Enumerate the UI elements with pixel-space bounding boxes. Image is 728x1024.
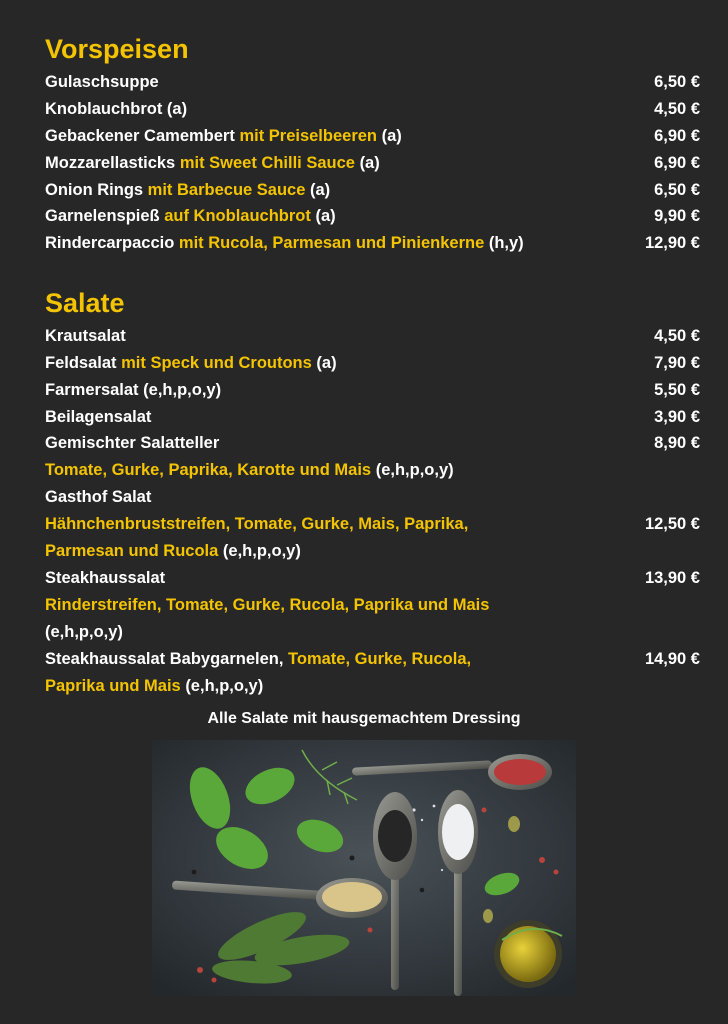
- dressing-note: Alle Salate mit hausgemachtem Dressing: [207, 710, 521, 727]
- menu-item-description: Hähnchenbruststreifen, Tomate, Gurke, Mais, Paprika, 12,50 €: [45, 515, 700, 533]
- menu-item: Gulaschsuppe 6,50 €: [45, 73, 700, 91]
- item-price: 13,90 €: [644, 569, 700, 587]
- menu-item: Knoblauchbrot (a) 4,50 €: [45, 100, 700, 118]
- menu-item: Steakhaussalat 13,90 €: [45, 569, 700, 587]
- item-price: 7,90 €: [654, 354, 700, 372]
- menu-item: Beilagensalat 3,90 €: [45, 408, 700, 426]
- item-price: 6,90 €: [654, 127, 700, 145]
- menu-item: Gemischter Salatteller 8,90 €: [45, 434, 700, 452]
- item-price: 12,50 €: [644, 515, 700, 533]
- item-price: 4,50 €: [654, 327, 700, 345]
- menu-item-description: Paprika und Mais (e,h,p,o,y): [45, 677, 264, 695]
- menu-item: Garnelenspieß auf Knoblauchbrot (a) 9,90 €: [45, 207, 700, 225]
- menu-item: Feldsalat mit Speck und Croutons (a) 7,90 €: [45, 354, 700, 372]
- menu-item-description: Rinderstreifen, Tomate, Gurke, Rucola, Paprika und Mais: [45, 596, 490, 614]
- item-price: 6,50 €: [654, 181, 700, 199]
- item-price: 3,90 €: [654, 408, 700, 426]
- menu-item-description: Parmesan und Rucola (e,h,p,o,y): [45, 542, 301, 560]
- item-price: 5,50 €: [654, 381, 700, 399]
- menu-item: Onion Rings mit Barbecue Sauce (a) 6,50 €: [45, 181, 700, 199]
- menu-item: Steakhaussalat Babygarnelen, Tomate, Gurke, Rucola, 14,90 €: [45, 650, 700, 668]
- menu-item-allergens: (e,h,p,o,y): [45, 623, 123, 641]
- section-title-salate: Salate: [45, 288, 125, 318]
- item-price: 6,90 €: [654, 154, 700, 172]
- item-price: 12,90 €: [644, 234, 700, 252]
- menu-item: Krautsalat 4,50 €: [45, 327, 700, 345]
- item-price: 4,50 €: [654, 100, 700, 118]
- menu-item: Mozzarellasticks mit Sweet Chilli Sauce (a) 6,90 €: [45, 154, 700, 172]
- menu-item: Gebackener Camembert mit Preiselbeeren (a) 6,90 €: [45, 127, 700, 145]
- menu-item: Rindercarpaccio mit Rucola, Parmesan und Pinienkerne (h,y) 12,90 €: [45, 234, 700, 252]
- item-price: 6,50 €: [654, 73, 700, 91]
- spices-photo: [152, 740, 576, 996]
- item-price: 14,90 €: [644, 650, 700, 668]
- menu-item: Gasthof Salat: [45, 488, 152, 506]
- item-price: 8,90 €: [654, 434, 700, 452]
- item-price: 9,90 €: [654, 207, 700, 225]
- menu-item: Farmersalat (e,h,p,o,y) 5,50 €: [45, 381, 700, 399]
- section-title-vorspeisen: Vorspeisen: [45, 34, 189, 64]
- menu-item-description: Tomate, Gurke, Paprika, Karotte und Mais (e,h,p,o,y): [45, 461, 454, 479]
